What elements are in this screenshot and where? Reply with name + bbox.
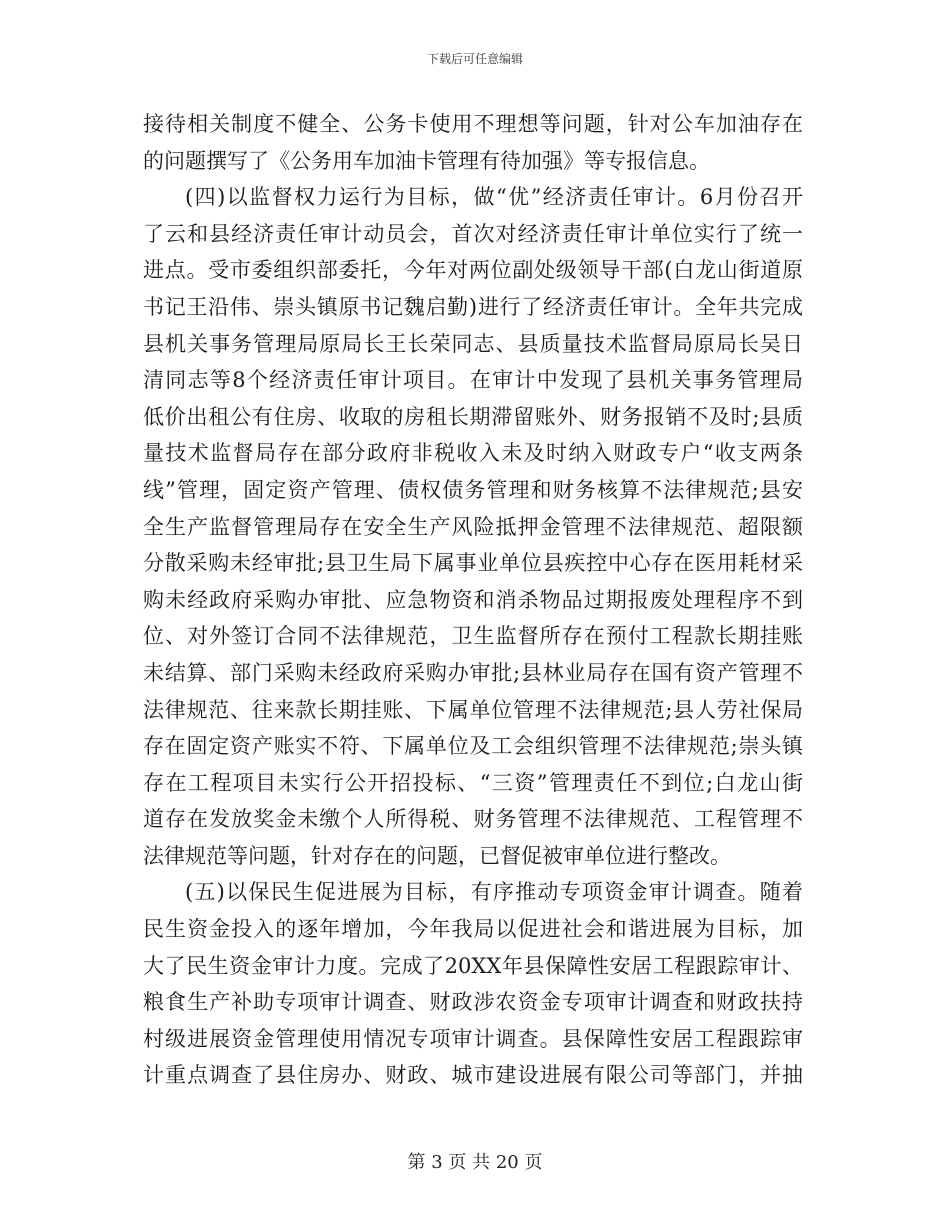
text-line: 低价出租公有住房、收取的房租长期滞留账外、财务报销不及时;县质 bbox=[143, 404, 803, 429]
text-line: 的问题撰写了《公务用车加油卡管理有待加强》等专报信息。 bbox=[143, 148, 710, 173]
text-line: 法律规范、往来款长期挂账、下属单位管理不法律规范;县人劳社保局 bbox=[143, 697, 803, 722]
text-line: 大了民生资金审计力度。完成了20XX年县保障性安居工程跟踪审计、 bbox=[143, 953, 803, 978]
text-line: 量技术监督局存在部分政府非税收入未及时纳入财政专户“收支两条 bbox=[143, 441, 803, 466]
text-line: 道存在发放奖金未缴个人所得税、财务管理不法律规范、工程管理不 bbox=[143, 807, 803, 832]
page-footer: 第 3 页 共 20 页 bbox=[407, 1152, 543, 1173]
text-line: 线”管理，固定资产管理、债权债务管理和财务核算不法律规范;县安 bbox=[143, 477, 803, 502]
text-line: 书记王沿伟、崇头镇原书记魏启勤)进行了经济责任审计。全年共完成 bbox=[143, 294, 803, 319]
text-line: (四)以监督权力运行为目标，做“优”经济责任审计。6月份召开 bbox=[185, 185, 803, 210]
text-line: 法律规范等问题，针对存在的问题，已督促被审单位进行整改。 bbox=[143, 843, 731, 868]
text-line: 购未经政府采购办审批、应急物资和消杀物品过期报废处理程序不到 bbox=[143, 587, 803, 612]
page-header: 下载后可任意编辑 bbox=[426, 52, 523, 66]
text-line: 未结算、部门采购未经政府采购办审批;县林业局存在国有资产管理不 bbox=[143, 660, 803, 685]
text-line: 分散采购未经审批;县卫生局下属事业单位县疾控中心存在医用耗材采 bbox=[143, 551, 803, 576]
text-line: 计重点调查了县住房办、财政、城市建设进展有限公司等部门，并抽 bbox=[143, 1063, 803, 1088]
text-line: 民生资金投入的逐年增加，今年我局以促进社会和谐进展为目标，加 bbox=[143, 917, 803, 942]
text-line: 进点。受市委组织部委托，今年对两位副处级领导干部(白龙山街道原 bbox=[143, 258, 803, 283]
document-body bbox=[143, 106, 803, 1094]
text-line: 位、对外签订合同不法律规范，卫生监督所存在预付工程款长期挂账 bbox=[143, 624, 803, 649]
text-line: 县机关事务管理局原局长王长荣同志、县质量技术监督局原局长吴日 bbox=[143, 331, 803, 356]
text-line: 了云和县经济责任审计动员会，首次对经济责任审计单位实行了统一 bbox=[143, 221, 803, 246]
text-line: (五)以保民生促进展为目标，有序推动专项资金审计调查。随着 bbox=[185, 880, 803, 905]
text-line: 村级进展资金管理使用情况专项审计调查。县保障性安居工程跟踪审 bbox=[143, 1026, 803, 1051]
text-line: 清同志等8个经济责任审计项目。在审计中发现了县机关事务管理局 bbox=[143, 368, 803, 393]
text-line: 存在工程项目未实行公开招投标、“三资”管理责任不到位;白龙山街 bbox=[143, 770, 803, 795]
text-line: 粮食生产补助专项审计调查、财政涉农资金专项审计调查和财政扶持 bbox=[143, 990, 803, 1015]
text-line: 存在固定资产账实不符、下属单位及工会组织管理不法律规范;崇头镇 bbox=[143, 734, 803, 759]
text-line: 接待相关制度不健全、公务卡使用不理想等问题，针对公车加油存在 bbox=[143, 112, 803, 136]
text-line: 全生产监督管理局存在安全生产风险抵押金管理不法律规范、超限额 bbox=[143, 514, 803, 539]
